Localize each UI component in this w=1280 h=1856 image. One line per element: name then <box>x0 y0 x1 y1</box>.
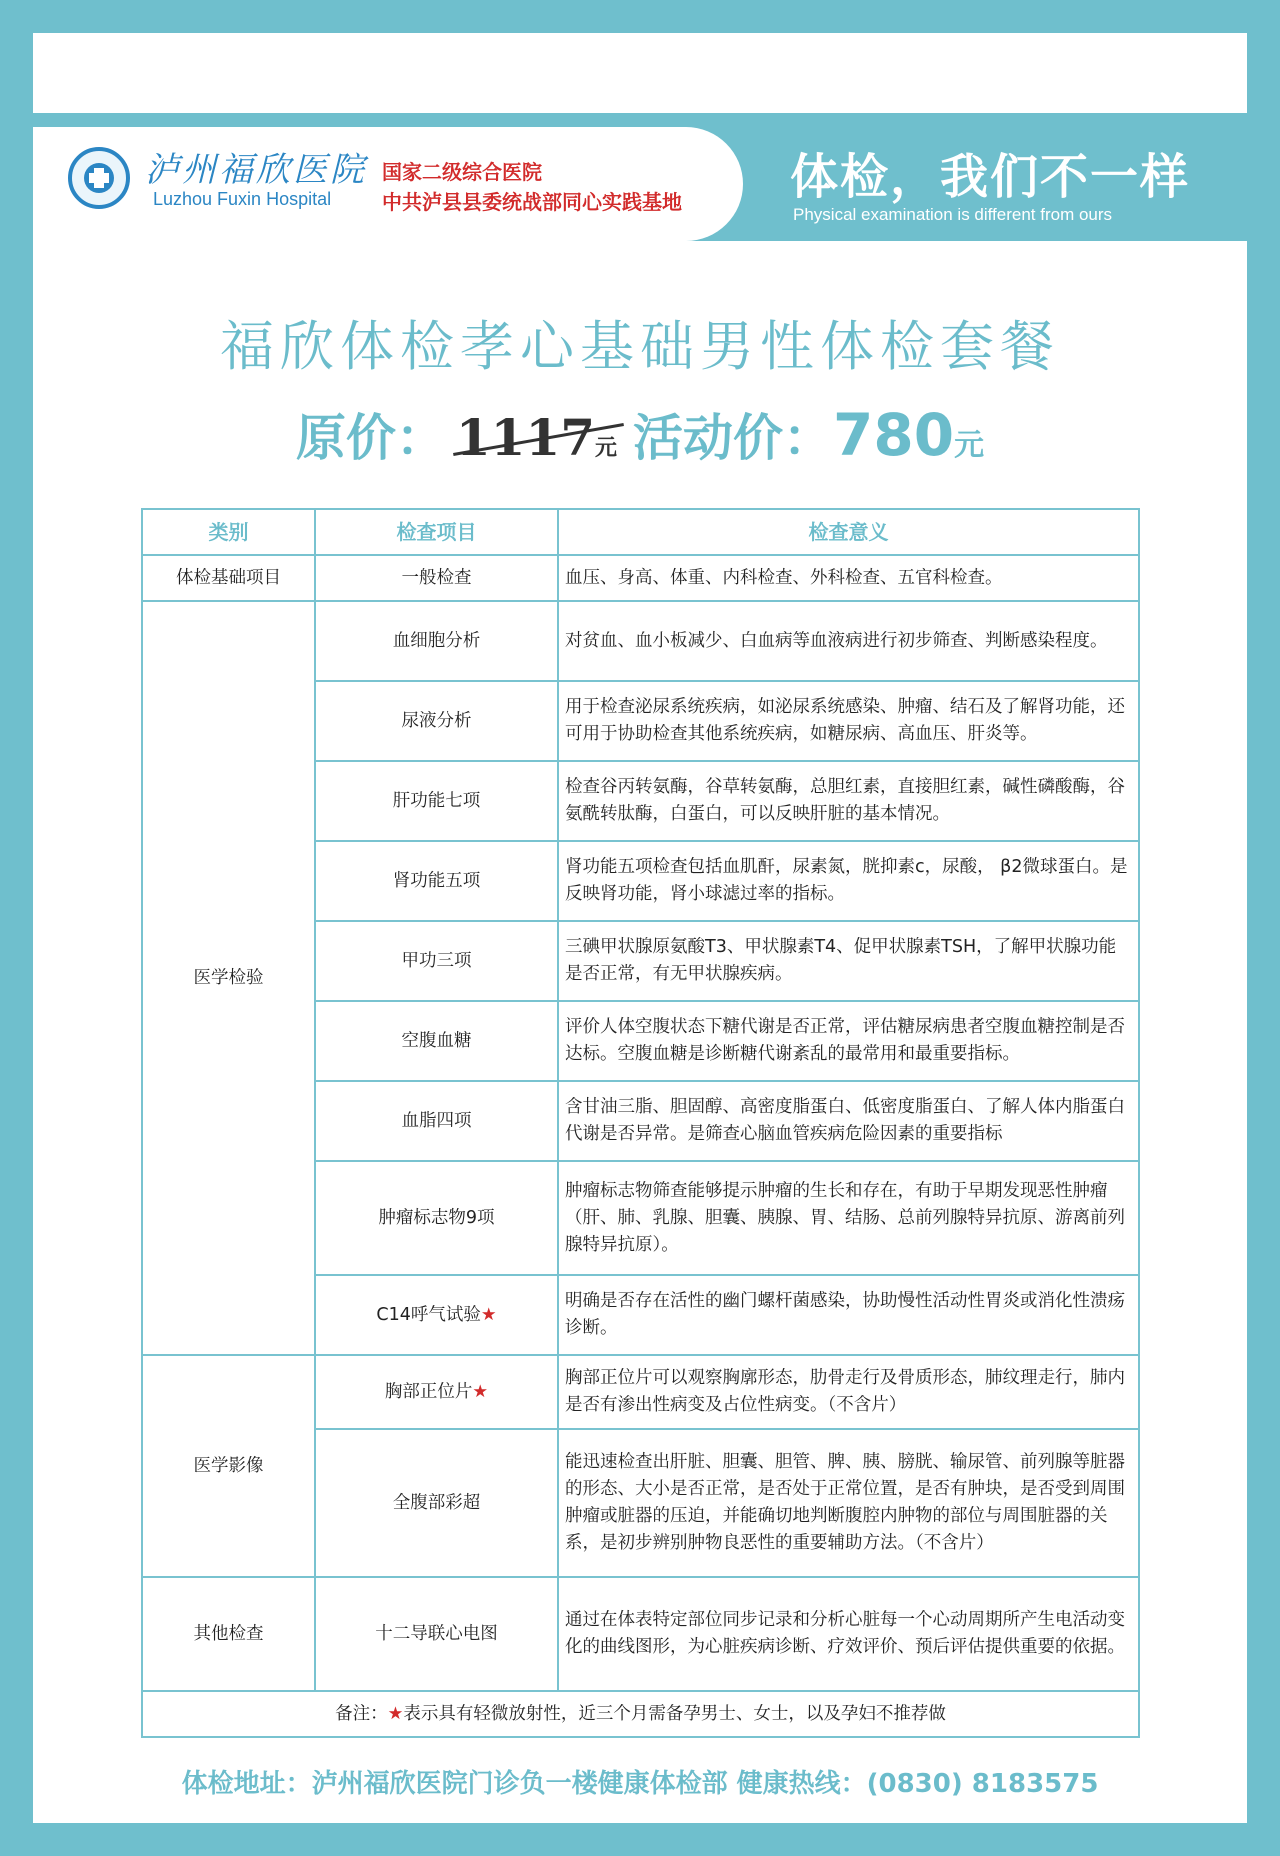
exam-table <box>141 508 1140 1738</box>
meaning-cell: 明确是否存在活性的幽门螺杆菌感染，协助慢性活动性胃炎或消化性溃疡诊断。 <box>558 1275 1139 1355</box>
meaning-cell: 能迅速检查出肝脏、胆囊、胆管、脾、胰、膀胱、输尿管、前列腺等脏器的形态、大小是否正常，是否处于正常位置，是否有肿块，是否受到周围肿瘤或脏器的压迫，并能确切地判断腹腔内肿物的部位与周围脏器的关系，是初步辨别肿物良恶性的重要辅助方法。（不含片） <box>558 1429 1139 1577</box>
item-label: C14呼气试验 <box>376 1304 481 1325</box>
category-cell: 体检基础项目 <box>142 555 315 601</box>
price-row <box>0 398 1280 470</box>
category-cell: 医学检验 <box>142 601 315 1355</box>
item-cell: 十二导联心电图 <box>315 1577 558 1691</box>
original-price-label: 原价： <box>295 409 446 467</box>
item-cell: 肾功能五项 <box>315 841 558 921</box>
note-cell <box>142 1691 1139 1737</box>
item-label: 胸部正位片 <box>384 1381 473 1402</box>
meaning-cell: 通过在体表特定部位同步记录和分析心脏每一个心动周期所产生电活动变化的曲线图形，为心脏疾病诊断、疗效评价、预后评估提供重要的依据。 <box>558 1577 1139 1691</box>
item-cell: 肝功能七项 <box>315 761 558 841</box>
radiation-star-icon: ★ <box>480 1304 497 1325</box>
table-header-row <box>142 509 1139 555</box>
item-cell: 甲功三项 <box>315 921 558 1001</box>
header-item: 检查项目 <box>315 509 558 555</box>
meaning-cell: 对贫血、血小板减少、白血病等血液病进行初步筛查、判断感染程度。 <box>558 601 1139 681</box>
category-cell: 其他检查 <box>142 1577 315 1691</box>
sale-price-unit: 元 <box>954 428 985 463</box>
hospital-logo-icon <box>68 147 130 209</box>
radiation-star-icon: ★ <box>387 1703 404 1724</box>
table-row <box>142 601 1139 681</box>
hospital-base-tag: 中共泸县县委统战部同心实践基地 <box>382 190 682 214</box>
item-cell: 肿瘤标志物9项 <box>315 1161 558 1275</box>
note-text: 表示具有轻微放射性，近三个月需备孕男士、女士，以及孕妇不推荐做 <box>403 1703 946 1724</box>
original-price <box>456 408 617 467</box>
item-cell: 血细胞分析 <box>315 601 558 681</box>
sale-price-value: 780 <box>833 401 955 469</box>
original-price-value: 1117 <box>455 408 596 467</box>
hospital-name-cn: 泸州福欣医院 <box>145 150 367 190</box>
item-cell: 一般检查 <box>315 555 558 601</box>
item-cell: 血脂四项 <box>315 1081 558 1161</box>
category-cell: 医学影像 <box>142 1355 315 1577</box>
hospital-grade-tag: 国家二级综合医院 <box>382 160 542 184</box>
item-cell <box>315 1275 558 1355</box>
table-row <box>142 1355 1139 1429</box>
meaning-cell: 含甘油三脂、胆固醇、高密度脂蛋白、低密度脂蛋白、了解人体内脂蛋白代谢是否异常。是筛查心脑血管疾病危险因素的重要指标 <box>558 1081 1139 1161</box>
meaning-cell: 三碘甲状腺原氨酸T3、甲状腺素T4、促甲状腺素TSH，了解甲状腺功能是否正常，有无甲状腺疾病。 <box>558 921 1139 1001</box>
package-title: 福欣体检孝心基础男性体检套餐 <box>220 315 1060 378</box>
meaning-cell: 胸部正位片可以观察胸廓形态，肋骨走行及骨质形态，肺纹理走行，肺内是否有渗出性病变及占位性病变。（不含片） <box>558 1355 1139 1429</box>
original-price-unit: 元 <box>595 435 618 461</box>
radiation-star-icon: ★ <box>472 1381 489 1402</box>
item-cell: 空腹血糖 <box>315 1001 558 1081</box>
slogan: 体检，我们不一样 <box>790 149 1191 205</box>
table-note-row <box>142 1691 1139 1737</box>
item-cell: 全腹部彩超 <box>315 1429 558 1577</box>
meaning-cell: 肾功能五项检查包括血肌酐，尿素氮，胱抑素c，尿酸， β2微球蛋白。是反映肾功能，肾小球滤过率的指标。 <box>558 841 1139 921</box>
meaning-cell: 用于检查泌尿系统疾病，如泌尿系统感染、肿瘤、结石及了解肾功能，还可用于协助检查其他系统疾病，如糖尿病、高血压、肝炎等。 <box>558 681 1139 761</box>
footer-address: 体检地址：泸州福欣医院门诊负一楼健康体检部 健康热线：(0830) 8183575 <box>181 1769 1099 1799</box>
slogan-en: Physical examination is different from ours <box>793 205 1113 224</box>
table-row <box>142 1577 1139 1691</box>
sale-price-label: 活动价： <box>633 409 834 467</box>
item-cell: 尿液分析 <box>315 681 558 761</box>
meaning-cell: 评价人体空腹状态下糖代谢是否正常，评估糖尿病患者空腹血糖控制是否达标。空腹血糖是诊断糖代谢紊乱的最常用和最重要指标。 <box>558 1001 1139 1081</box>
meaning-cell: 血压、身高、体重、内科检查、外科检查、五官科检查。 <box>558 555 1139 601</box>
meaning-cell: 肿瘤标志物筛查能够提示肿瘤的生长和存在，有助于早期发现恶性肿瘤（肝、肺、乳腺、胆囊、胰腺、胃、结肠、总前列腺特异抗原、游离前列腺特异抗原）。 <box>558 1161 1139 1275</box>
table-row <box>142 555 1139 601</box>
meaning-cell: 检查谷丙转氨酶，谷草转氨酶，总胆红素，直接胆红素，碱性磷酸酶，谷氨酰转肽酶，白蛋白，可以反映肝脏的基本情况。 <box>558 761 1139 841</box>
item-cell <box>315 1355 558 1429</box>
hospital-name-en: Luzhou Fuxin Hospital <box>153 189 332 209</box>
header-category: 类别 <box>142 509 315 555</box>
header-meaning: 检查意义 <box>558 509 1139 555</box>
note-prefix: 备注： <box>335 1703 388 1724</box>
